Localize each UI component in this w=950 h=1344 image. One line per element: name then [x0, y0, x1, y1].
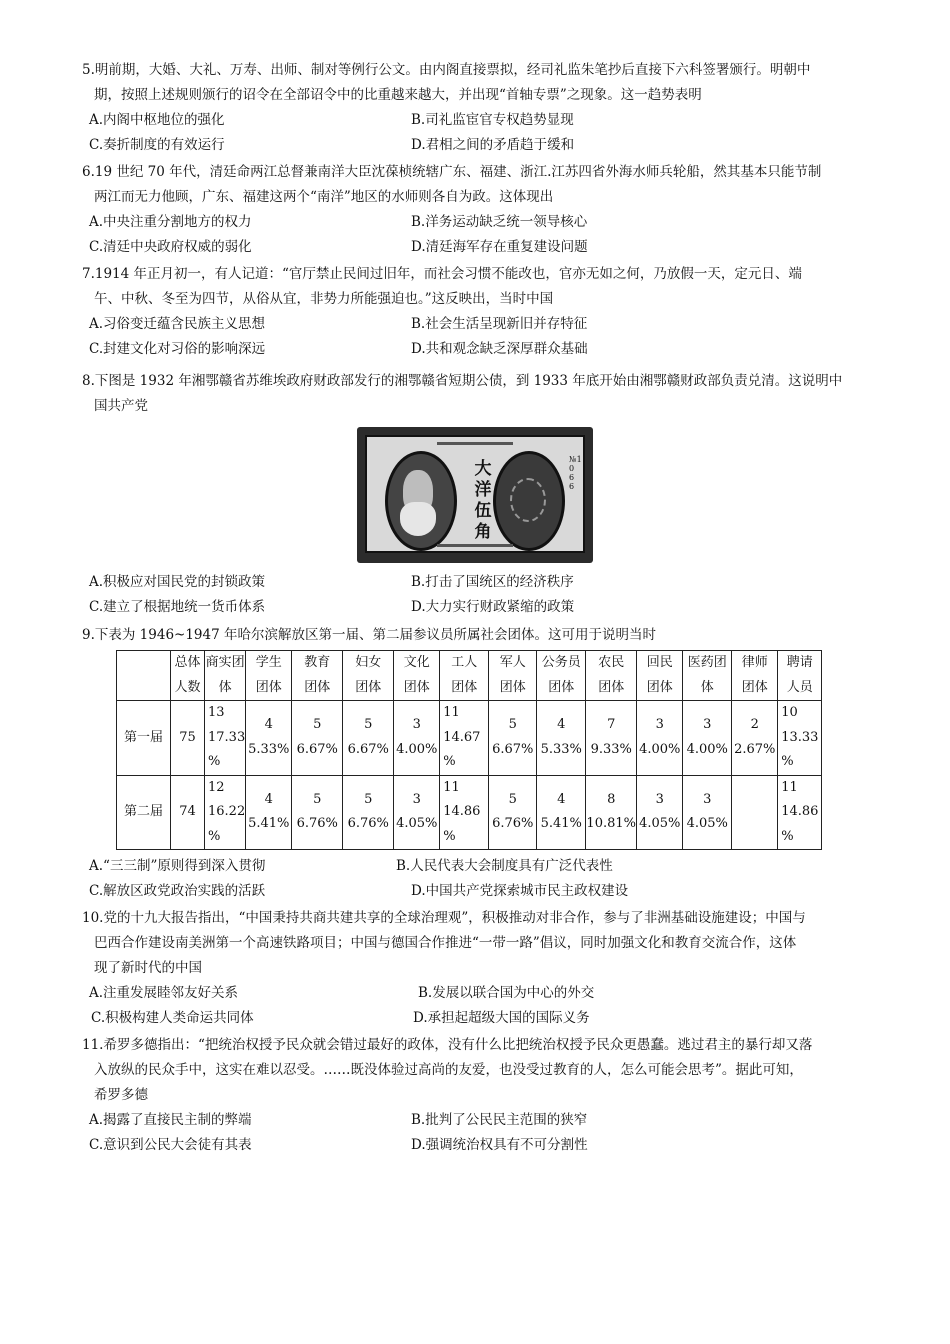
cell-line: 工人: [451, 655, 478, 670]
question-stem: [82, 906, 870, 981]
cell-line: 团体: [741, 679, 768, 695]
question-stem: [82, 160, 870, 210]
option-b[interactable]: B.人民代表大会制度具有广泛代表性: [396, 858, 613, 874]
cell-line: 农民: [598, 655, 625, 670]
cell-line: 5: [364, 717, 373, 733]
cell-line: 聘请: [786, 655, 813, 670]
column-header: [489, 651, 537, 701]
stem-line: 9.下表为 1946~1947 年哈尔滨解放区第一届、第二届参议员所属社会团体。这可用于说明当时: [82, 627, 656, 643]
cell-line: 5.41%: [540, 816, 582, 832]
table-cell: [586, 701, 637, 776]
table-cell: [292, 775, 343, 850]
stem-line: 5.明前期，大婚、大礼、万寿、出师、制对等例行公文。由内阁直接票拟，经司礼监朱笔抄后直接下六科签署颁行。明朝中: [82, 62, 811, 78]
cell-line: 团体: [255, 679, 282, 695]
cell-line: 12: [208, 779, 225, 795]
cell-line: 6.67%: [347, 741, 389, 757]
cell-line: 2: [750, 717, 759, 733]
table-cell: [732, 701, 778, 776]
column-header: [732, 651, 778, 701]
options-row: [82, 1108, 870, 1133]
cell-line: 回民: [646, 655, 673, 670]
stem-line: 11.希罗多德指出：“把统治权授予民众就会错过最好的政体，没有什么比把统治权授予民众更愚蠢。逃过君主的暴行却又落: [82, 1037, 813, 1053]
option-d[interactable]: D.君相之间的矛盾趋于缓和: [411, 137, 575, 153]
emblem-oval: [493, 451, 565, 551]
option-b[interactable]: B.社会生活呈现新旧并存特征: [411, 316, 588, 332]
cell-line: 团体: [355, 679, 382, 695]
column-header: [205, 651, 246, 701]
cell-line: 4: [264, 791, 273, 807]
cell-line: 13.33: [781, 729, 819, 745]
note-bottom-inscription: [437, 544, 513, 547]
table-cell: [537, 775, 586, 850]
table-row: [117, 775, 822, 850]
cell-line: %: [781, 754, 794, 769]
question-6: [82, 160, 870, 260]
table-cell: [440, 775, 489, 850]
cell-line: 14.86: [443, 804, 481, 819]
option-a[interactable]: A.习俗变迁蕴含民族主义思想: [89, 316, 266, 332]
portrait-beard: [400, 502, 436, 536]
column-header: [637, 651, 683, 701]
cell-line: 9.33%: [590, 741, 632, 757]
bond-note-face: [365, 435, 585, 553]
cell-line: 公务员: [541, 655, 581, 670]
question-9: [82, 623, 870, 648]
cell-line: 妇女: [355, 655, 382, 670]
table-cell: [778, 701, 822, 776]
column-header: [171, 651, 205, 701]
table-cell: [246, 701, 292, 776]
options-row: [82, 595, 870, 620]
question-stem: [82, 58, 870, 108]
table-cell: [394, 701, 440, 776]
cell-line: 团体: [304, 679, 331, 695]
cell-line: 5.33%: [540, 741, 582, 757]
bond-note-image: [357, 427, 593, 563]
stem-line: 现了新时代的中国: [94, 960, 202, 976]
row-label: 第二届: [117, 775, 171, 850]
question-7: [82, 262, 870, 362]
option-b[interactable]: B.洋务运动缺乏统一领导核心: [411, 214, 588, 230]
question-stem: [82, 369, 870, 419]
table-header-row: [117, 651, 822, 701]
table-cell: [394, 775, 440, 850]
cell-line: 3: [703, 791, 712, 807]
options-row: [82, 108, 870, 133]
cell-line: 4: [264, 717, 273, 733]
cell-line: 8: [607, 791, 616, 807]
cell-line: 体: [700, 679, 714, 695]
table-corner-cell: [117, 651, 171, 701]
senator-groups-table: [116, 650, 822, 850]
options-row: [82, 133, 870, 158]
options-row: [82, 854, 870, 879]
cell-line: 3: [655, 791, 664, 807]
options-row: [82, 210, 870, 235]
options-row: [82, 981, 870, 1006]
cell-line: 5: [508, 791, 517, 807]
column-header: [343, 651, 394, 701]
cell-line: 4.00%: [639, 741, 681, 757]
stem-line: 国共产党: [94, 398, 148, 414]
cell-line: 11: [443, 705, 460, 720]
cell-line: %: [208, 828, 221, 844]
cell-line: 文化: [403, 655, 430, 670]
cell-line: 团体: [548, 679, 575, 695]
cell-line: 5: [313, 791, 322, 807]
cell-line: 4.00%: [686, 741, 728, 757]
table-row: [117, 701, 822, 776]
question-5: [82, 58, 870, 158]
column-header: [586, 651, 637, 701]
option-d[interactable]: D.大力实行财政紧缩的政策: [411, 599, 575, 615]
option-b[interactable]: B.发展以联合国为中心的外交: [418, 985, 595, 1001]
option-c[interactable]: C.奏折制度的有效运行: [89, 137, 225, 153]
question-8: [82, 369, 870, 419]
question-stem: [82, 623, 870, 648]
cell-line: 10: [781, 705, 798, 720]
table-cell: [489, 775, 537, 850]
option-b[interactable]: B.打击了国统区的经济秩序: [411, 574, 574, 590]
cell-line: 2.67%: [734, 741, 776, 757]
cell-line: 军人: [499, 655, 526, 670]
column-header: [440, 651, 489, 701]
column-header: [683, 651, 732, 701]
cell-line: 5: [364, 791, 373, 807]
question-8-options: [82, 570, 870, 620]
options-row: [82, 235, 870, 260]
cell-line: 4: [557, 717, 566, 733]
cell-line: %: [781, 828, 794, 844]
cell-line: 教育: [304, 655, 331, 670]
question-stem: [82, 1033, 870, 1108]
option-b[interactable]: B.批判了公民民主范围的狭窄: [411, 1112, 588, 1128]
cell-line: %: [443, 754, 456, 769]
cell-line: 团体: [451, 679, 478, 695]
column-header: [246, 651, 292, 701]
table-cell: [683, 701, 732, 776]
stem-line: 6.19 世纪 70 年代，清廷命两江总督兼南洋大臣沈葆桢统辖广东、福建、浙江.江苏四省外海水师兵轮船，然其基本只能节制: [82, 164, 822, 180]
option-a[interactable]: A.内阁中枢地位的强化: [89, 112, 225, 128]
table-cell: [732, 775, 778, 850]
cell-line: 团体: [598, 679, 625, 695]
row-label: 第一届: [117, 701, 171, 776]
cell-line: 4.05%: [686, 816, 728, 832]
table-cell: [440, 701, 489, 776]
option-c[interactable]: C.封建文化对习俗的影响深远: [89, 341, 266, 357]
option-c[interactable]: C.解放区政党政治实践的活跃: [89, 883, 266, 899]
cell-line: 人数: [174, 679, 201, 695]
cell-line: 团体: [499, 679, 526, 695]
options-row: [82, 337, 870, 362]
cell-line: 体: [218, 679, 232, 695]
cell-line: 6.76%: [492, 816, 534, 832]
cell-line: 团体: [403, 679, 430, 695]
note-top-inscription: [437, 442, 513, 445]
option-d[interactable]: D.强调统治权具有不可分割性: [411, 1137, 588, 1153]
cell-line: 医药团: [687, 655, 727, 670]
cell-line: 6.76%: [296, 816, 338, 832]
stem-line: 午、中秋、冬至为四节，从俗从宜，非势力所能强迫也。”这反映出，当时中国: [94, 291, 554, 307]
cell-line: 14.67: [443, 729, 481, 745]
cell-line: 4: [557, 791, 566, 807]
cell-line: 3: [412, 717, 421, 733]
question-9-options: [82, 854, 870, 904]
stem-line: 巴西合作建设南美洲第一个高速铁路项目；中国与德国合作推进“一带一路”倡议，同时加强文化和教育交流合作，这体: [94, 935, 797, 951]
options-row: [82, 312, 870, 337]
cell-line: 4.05%: [396, 816, 438, 832]
cell-line: 学生: [255, 655, 282, 670]
question-stem: [82, 262, 870, 312]
table-cell: [489, 701, 537, 776]
table-cell: [637, 701, 683, 776]
cell-line: 11: [781, 779, 798, 795]
cell-line: 11: [443, 779, 460, 795]
row-total: 74: [171, 775, 205, 850]
option-a[interactable]: A.注重发展睦邻友好关系: [89, 985, 239, 1001]
table-cell: [637, 775, 683, 850]
cell-line: 4.05%: [639, 816, 681, 832]
cell-line: 律师: [741, 655, 768, 670]
table-cell: [343, 775, 394, 850]
cell-line: 5.41%: [248, 816, 290, 832]
column-header: [537, 651, 586, 701]
stem-line: 入放纵的民众手中，这实在难以忍受。……既没体验过高尚的友爱，也没受过教育的人，怎么可能会思考”。据此可知，: [94, 1062, 803, 1078]
option-a[interactable]: A.揭露了直接民主制的弊端: [89, 1112, 252, 1128]
cell-line: 6.67%: [492, 741, 534, 757]
cell-line: 17.33: [208, 729, 246, 745]
options-row: [82, 1006, 870, 1031]
stem-line: 10.党的十九大报告指出，“中国秉持共商共建共享的全球治理观”，积极推动对非合作，参与了非洲基础设施建设；中国与: [82, 910, 806, 926]
cell-line: %: [208, 754, 221, 769]
option-c[interactable]: C.积极构建人类命运共同体: [91, 1010, 254, 1026]
cell-line: 商实团: [205, 655, 245, 670]
portrait-oval: [385, 451, 457, 551]
option-a[interactable]: A.积极应对国民党的封锁政策: [89, 574, 266, 590]
table-cell: [246, 775, 292, 850]
table-cell: [778, 775, 822, 850]
question-10: [82, 906, 870, 1031]
options-row: [82, 1133, 870, 1158]
option-a[interactable]: A.中央注重分割地方的权力: [89, 214, 252, 230]
cell-line: 总体: [174, 655, 201, 670]
table-cell: [205, 775, 246, 850]
stem-line: 希罗多德: [94, 1087, 148, 1103]
option-d[interactable]: D.中国共产党探索城市民主政权建设: [411, 883, 629, 899]
option-c[interactable]: C.清廷中央政府权威的弱化: [89, 239, 252, 255]
column-header: [292, 651, 343, 701]
stem-line: 两江而无力他顾，广东、福建这两个“南洋”地区的水师则各自为政。这体现出: [94, 189, 554, 205]
row-total: 75: [171, 701, 205, 776]
cell-line: 3: [655, 717, 664, 733]
table-cell: [343, 701, 394, 776]
option-b[interactable]: B.司礼监宦官专权趋势显现: [411, 112, 574, 128]
table-cell: [205, 701, 246, 776]
cell-line: 5: [508, 717, 517, 733]
option-d[interactable]: D.清廷海军存在重复建设问题: [411, 239, 588, 255]
cell-line: %: [443, 828, 456, 844]
cell-line: 团体: [646, 679, 673, 695]
cell-line: 6.67%: [296, 741, 338, 757]
options-row: [82, 879, 870, 904]
table-cell: [683, 775, 732, 850]
cell-line: 10.81%: [586, 816, 636, 832]
table-cell: [292, 701, 343, 776]
note-serial: №1066: [569, 455, 582, 491]
option-c[interactable]: C.建立了根据地统一货币体系: [89, 599, 266, 615]
cell-line: 4.00%: [396, 741, 438, 757]
stem-line: 8.下图是 1932 年湘鄂赣省苏维埃政府财政部发行的湘鄂赣省短期公债，到 1933 年底开始由湘鄂赣财政部负责兑清。这说明中: [82, 373, 843, 389]
question-11: [82, 1033, 870, 1158]
cell-line: 14.86: [781, 804, 819, 819]
options-row: [82, 570, 870, 595]
cell-line: 3: [703, 717, 712, 733]
table-cell: [537, 701, 586, 776]
column-header: [394, 651, 440, 701]
stem-line: 期，按照上述规则颁行的诏令在全部诏令中的比重越来越大，并出现“首轴专票”之现象。这一趋势表明: [94, 87, 702, 103]
table-cell: [586, 775, 637, 850]
option-c[interactable]: C.意识到公民大会徒有其表: [89, 1137, 252, 1153]
cell-line: 3: [412, 791, 421, 807]
cell-line: 6.76%: [347, 816, 389, 832]
cell-line: 16.22: [208, 804, 246, 819]
column-header: [778, 651, 822, 701]
emblem-icon: [510, 478, 546, 522]
cell-line: 5.33%: [248, 741, 290, 757]
option-d[interactable]: D.共和观念缺乏深厚群众基础: [411, 341, 588, 357]
option-d[interactable]: D.承担起超级大国的国际义务: [413, 1010, 590, 1026]
option-a[interactable]: A.“三三制”原则得到深入贯彻: [89, 858, 266, 874]
note-denomination: 大洋伍角: [474, 459, 492, 542]
cell-line: 13: [208, 705, 225, 720]
cell-line: 人员: [786, 679, 813, 695]
cell-line: 5: [313, 717, 322, 733]
stem-line: 7.1914 年正月初一，有人记道：“官厅禁止民间过旧年，而社会习惯不能改也，官亦无如之何，乃放假一天，定元日、端: [82, 266, 802, 282]
cell-line: 7: [607, 717, 616, 733]
